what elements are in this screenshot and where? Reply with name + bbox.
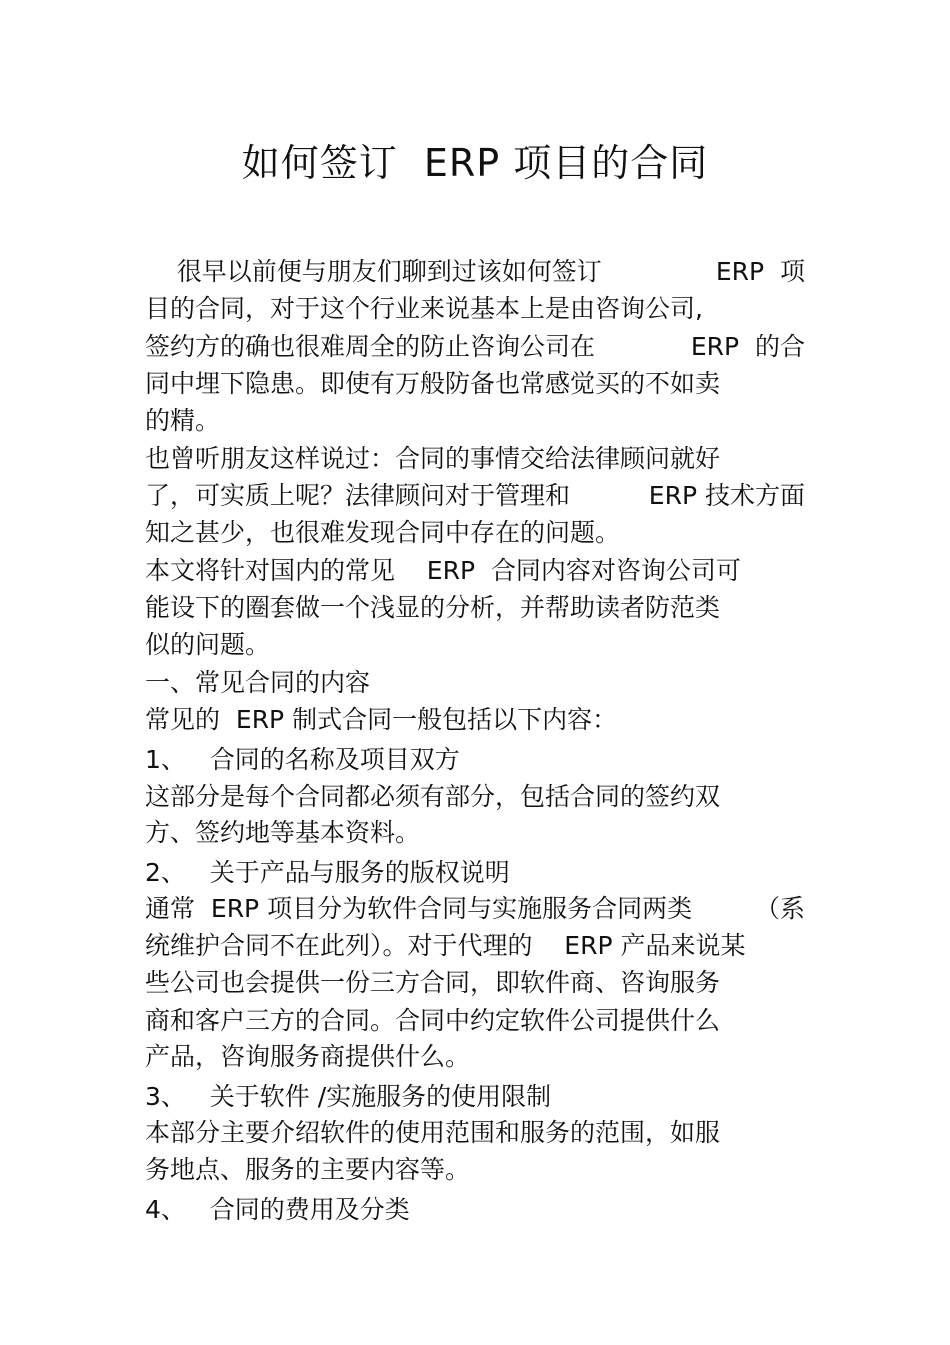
body-line: 本文将针对国内的常见 ERP 合同内容对咨询公司可 bbox=[145, 556, 741, 585]
numbered-heading: 3、 关于软件 /实施服务的使用限制 bbox=[145, 1082, 552, 1111]
body-line: 统维护合同不在此列）。对于代理的 ERP 产品来说某 bbox=[145, 931, 746, 960]
body-line: 些公司也会提供一份三方合同，即软件商、咨询服务 bbox=[145, 968, 721, 997]
body-line: 常见的 ERP 制式合同一般包括以下内容： bbox=[145, 705, 618, 734]
numbered-heading: 4、 合同的费用及分类 bbox=[145, 1195, 410, 1224]
body-line: 产品，咨询服务商提供什么。 bbox=[145, 1042, 471, 1071]
body-line-segment: ERP 技术方面 bbox=[648, 481, 805, 510]
body-line-segment: （系 bbox=[754, 894, 805, 923]
body-line-segment: 了，可实质上呢？法律顾问对于管理和 bbox=[145, 481, 571, 510]
body-line: 也曾听朋友这样说过：合同的事情交给法律顾问就好 bbox=[145, 444, 721, 473]
body-line: 本部分主要介绍软件的使用范围和服务的范围，如服 bbox=[145, 1118, 721, 1147]
body-line bbox=[145, 255, 805, 289]
body-line: 商和客户三方的合同。合同中约定软件公司提供什么 bbox=[145, 1006, 721, 1035]
body-line-segment: ERP 的合 bbox=[690, 332, 805, 361]
body-line: 这部分是每个合同都必须有部分，包括合同的签约双 bbox=[145, 782, 721, 811]
body-line-segment: 签约方的确也很难周全的防止咨询公司在 bbox=[145, 332, 596, 361]
body-line-segment: ERP 项 bbox=[715, 257, 805, 286]
numbered-heading: 1、 合同的名称及项目双方 bbox=[145, 745, 460, 774]
body-line bbox=[145, 479, 805, 513]
body-line: 方、签约地等基本资料。 bbox=[145, 818, 421, 847]
body-line-segment: 很早以前便与朋友们聊到过该如何签订 bbox=[145, 257, 602, 286]
body-line: 务地点、服务的主要内容等。 bbox=[145, 1155, 471, 1184]
numbered-heading: 2、 关于产品与服务的版权说明 bbox=[145, 858, 510, 887]
body-line: 似的问题。 bbox=[145, 630, 271, 659]
body-line: 能设下的圈套做一个浅显的分析，并帮助读者防范类 bbox=[145, 593, 721, 622]
section-heading: 一、常见合同的内容 bbox=[145, 668, 371, 697]
body-line-segment: 通常 ERP 项目分为软件合同与实施服务合同两类 bbox=[145, 894, 693, 923]
document-title: 如何签订 ERP 项目的合同 bbox=[241, 141, 709, 185]
body-line bbox=[145, 330, 805, 364]
body-line bbox=[145, 892, 805, 926]
body-line: 的精。 bbox=[145, 406, 221, 435]
body-line: 同中埋下隐患。即使有万般防备也常感觉买的不如卖 bbox=[145, 369, 721, 398]
body-line: 知之甚少，也很难发现合同中存在的问题。 bbox=[145, 518, 621, 547]
body-line: 目的合同，对于这个行业来说基本上是由咨询公司, bbox=[145, 294, 703, 323]
